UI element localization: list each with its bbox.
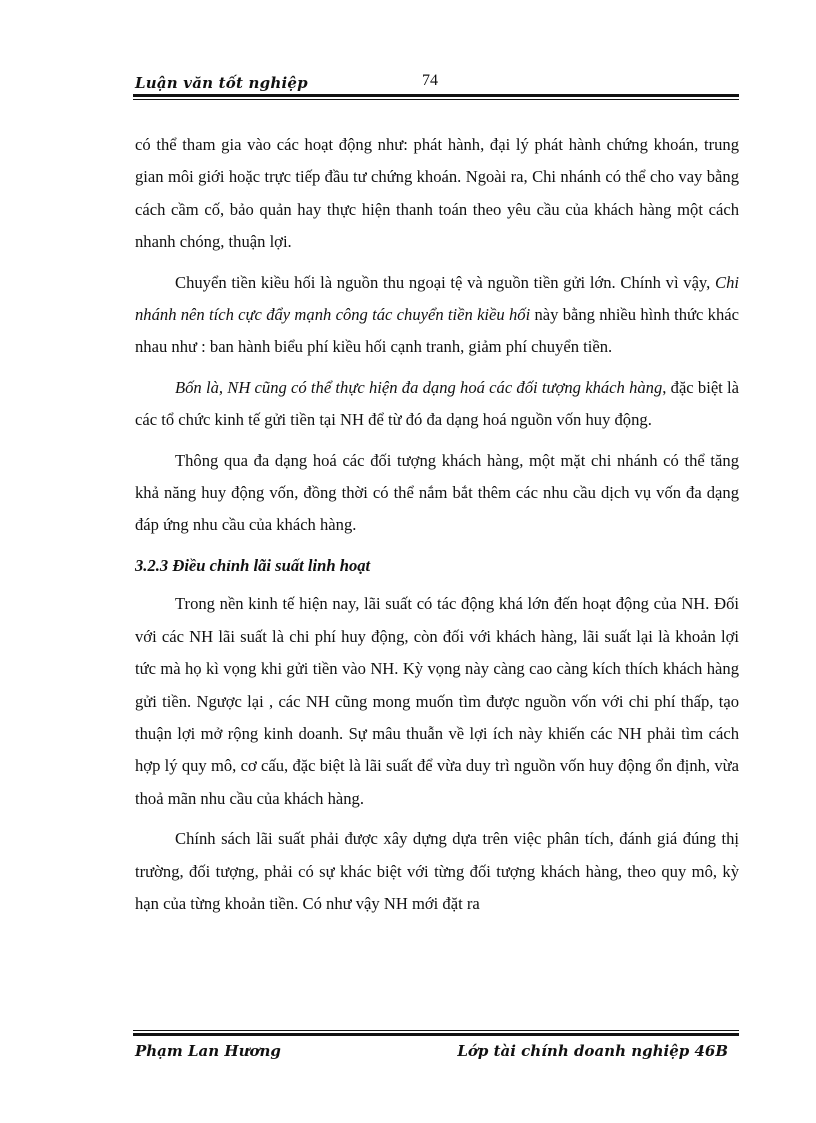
footer-author: Phạm Lan Hương bbox=[135, 1042, 281, 1060]
section-heading: 3.2.3 Điều chỉnh lãi suất linh hoạt bbox=[135, 555, 371, 575]
paragraph-6: Chính sách lãi suất phải được xây dựng dựa trên việc phân tích, đánh giá đúng thị trường, đối tượng, phải có sự khác biệt với từng đối tượng khách hàng, theo quy mô, kỳ hạn của từng khoản tiền. Có như vậy NH mới đặt ra bbox=[135, 829, 739, 913]
paragraph-3-text-b: , đặc biệt là các tổ chức kinh tế gửi tiền tại NH để từ đó đa dạng hoá nguồn vốn huy động. bbox=[135, 377, 740, 430]
paragraph-1: có thể tham gia vào các hoạt động như: phát hành, đại lý phát hành chứng khoán, trung gian môi giới hoặc trực tiếp đầu tư chứng khoán. Ngoài ra, Chi nhánh có thể cho vay bằng cách cầm cố, bảo quản hay thực hiện thanh toán theo yêu cầu của khách hàng một cách nhanh chóng, thuận lợi. bbox=[135, 135, 739, 252]
header-title: Luận văn tốt nghiệp bbox=[135, 74, 308, 92]
paragraph-2-emphasis: Chi nhánh nên tích cực đẩy mạnh công tác chuyển tiền kiều hối bbox=[135, 272, 739, 325]
paragraph-2 bbox=[135, 267, 739, 364]
body-text bbox=[135, 129, 739, 928]
footer-rule-thin bbox=[133, 1030, 739, 1031]
paragraph-2-text-b: này bằng nhiều hình thức khác nhau như : ban hành biểu phí kiều hối cạnh tranh, giảm phí chuyển tiền. bbox=[135, 305, 739, 357]
paragraph-2-text-a: Chuyển tiền kiều hối là nguồn thu ngoại tệ và nguồn tiền gửi lớn. Chính vì vậy, bbox=[175, 272, 716, 292]
paragraph-3-emphasis: Bốn là, NH cũng có thể thực hiện đa dạng hoá các đối tượng khách hàng bbox=[175, 377, 663, 397]
footer-rule-thick bbox=[133, 1033, 739, 1036]
paragraph-3 bbox=[135, 372, 739, 437]
header-rule-thick bbox=[133, 94, 739, 97]
paragraph-5: Trong nền kinh tế hiện nay, lãi suất có tác động khá lớn đến hoạt động của NH. Đối với các NH lãi suất là chi phí huy động, còn đối với khách hàng, lãi suất lại là khoản lợi tức mà họ kì vọng khi gửi tiền vào NH. Kỳ vọng này càng cao càng kích thích khách hàng gửi tiền. Ngược lại , các NH cũng mong muốn tìm được nguồn vốn với chi phí thấp, tạo thuận lợi mở rộng kinh doanh. Sự mâu thuẫn về lợi ích này khiến các NH phải tìm cách hợp lý quy mô, cơ cấu, đặc biệt là lãi suất để vừa duy trì nguồn vốn huy động ổn định, vừa thoả mãn nhu cầu của khách hàng. bbox=[135, 594, 739, 808]
footer-class: Lớp tài chính doanh nghiệp 46B bbox=[457, 1042, 728, 1060]
paragraph-4: Thông qua đa dạng hoá các đối tượng khách hàng, một mặt chi nhánh có thể tăng khả năng huy động vốn, đồng thời có thể nắm bắt thêm các nhu cầu dịch vụ vốn đa dạng đáp ứng nhu cầu của khách hàng. bbox=[135, 450, 739, 535]
header-rule-thin bbox=[133, 99, 739, 100]
page-number: 74 bbox=[422, 72, 438, 89]
